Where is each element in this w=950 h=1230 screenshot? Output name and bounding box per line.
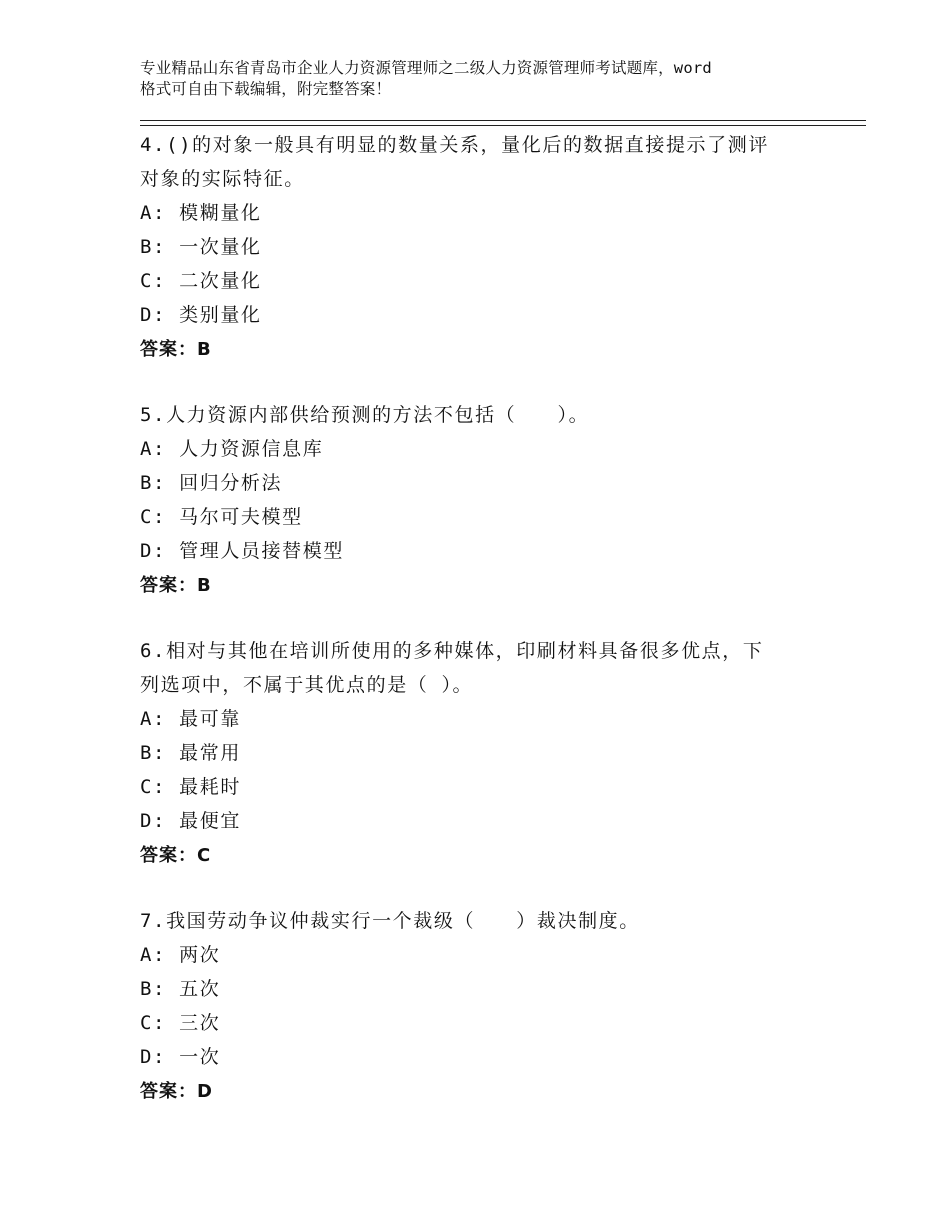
option-a: A: 模糊量化 (140, 202, 262, 224)
header-title-line-2: 格式可自由下载编辑，附完整答案！ (140, 80, 392, 98)
option-b: B: 五次 (140, 978, 221, 1000)
answer-label: 答案：B (140, 339, 212, 360)
question-stem: 6.相对与其他在培训所使用的多种媒体，印刷材料具备很多优点，下 (140, 640, 764, 662)
option-b: B: 最常用 (140, 742, 241, 764)
header-title-line-1: 专业精品山东省青岛市企业人力资源管理师之二级人力资源管理师考试题库，word (140, 59, 712, 77)
option-d: D: 类别量化 (140, 304, 262, 326)
question-stem: 对象的实际特征。 (140, 168, 305, 190)
option-d: D: 最便宜 (140, 810, 241, 832)
option-c: C: 二次量化 (140, 270, 262, 292)
question-stem: 7.我国劳动争议仲裁实行一个裁级（ ）裁决制度。 (140, 910, 640, 932)
answer-label: 答案：D (140, 1081, 213, 1102)
option-d: D: 管理人员接替模型 (140, 540, 344, 562)
question-6 (140, 634, 866, 874)
option-d: D: 一次 (140, 1046, 221, 1068)
option-b: B: 一次量化 (140, 236, 262, 258)
option-c: C: 马尔可夫模型 (140, 506, 303, 528)
option-a: A: 人力资源信息库 (140, 438, 324, 460)
question-list (140, 128, 866, 1140)
option-c: C: 三次 (140, 1012, 221, 1034)
document-header (140, 58, 840, 100)
header-divider (140, 120, 866, 126)
question-4 (140, 128, 866, 368)
question-stem: 4.()的对象一般具有明显的数量关系，量化后的数据直接提示了测评 (140, 134, 769, 156)
option-a: A: 两次 (140, 944, 221, 966)
question-5 (140, 398, 866, 604)
question-7 (140, 904, 866, 1110)
answer-label: 答案：B (140, 575, 212, 596)
option-a: A: 最可靠 (140, 708, 241, 730)
answer-label: 答案：C (140, 845, 212, 866)
question-stem: 列选项中，不属于其优点的是（ ）。 (140, 674, 474, 696)
option-c: C: 最耗时 (140, 776, 241, 798)
option-b: B: 回归分析法 (140, 472, 283, 494)
question-stem: 5.人力资源内部供给预测的方法不包括（ ）。 (140, 404, 590, 426)
